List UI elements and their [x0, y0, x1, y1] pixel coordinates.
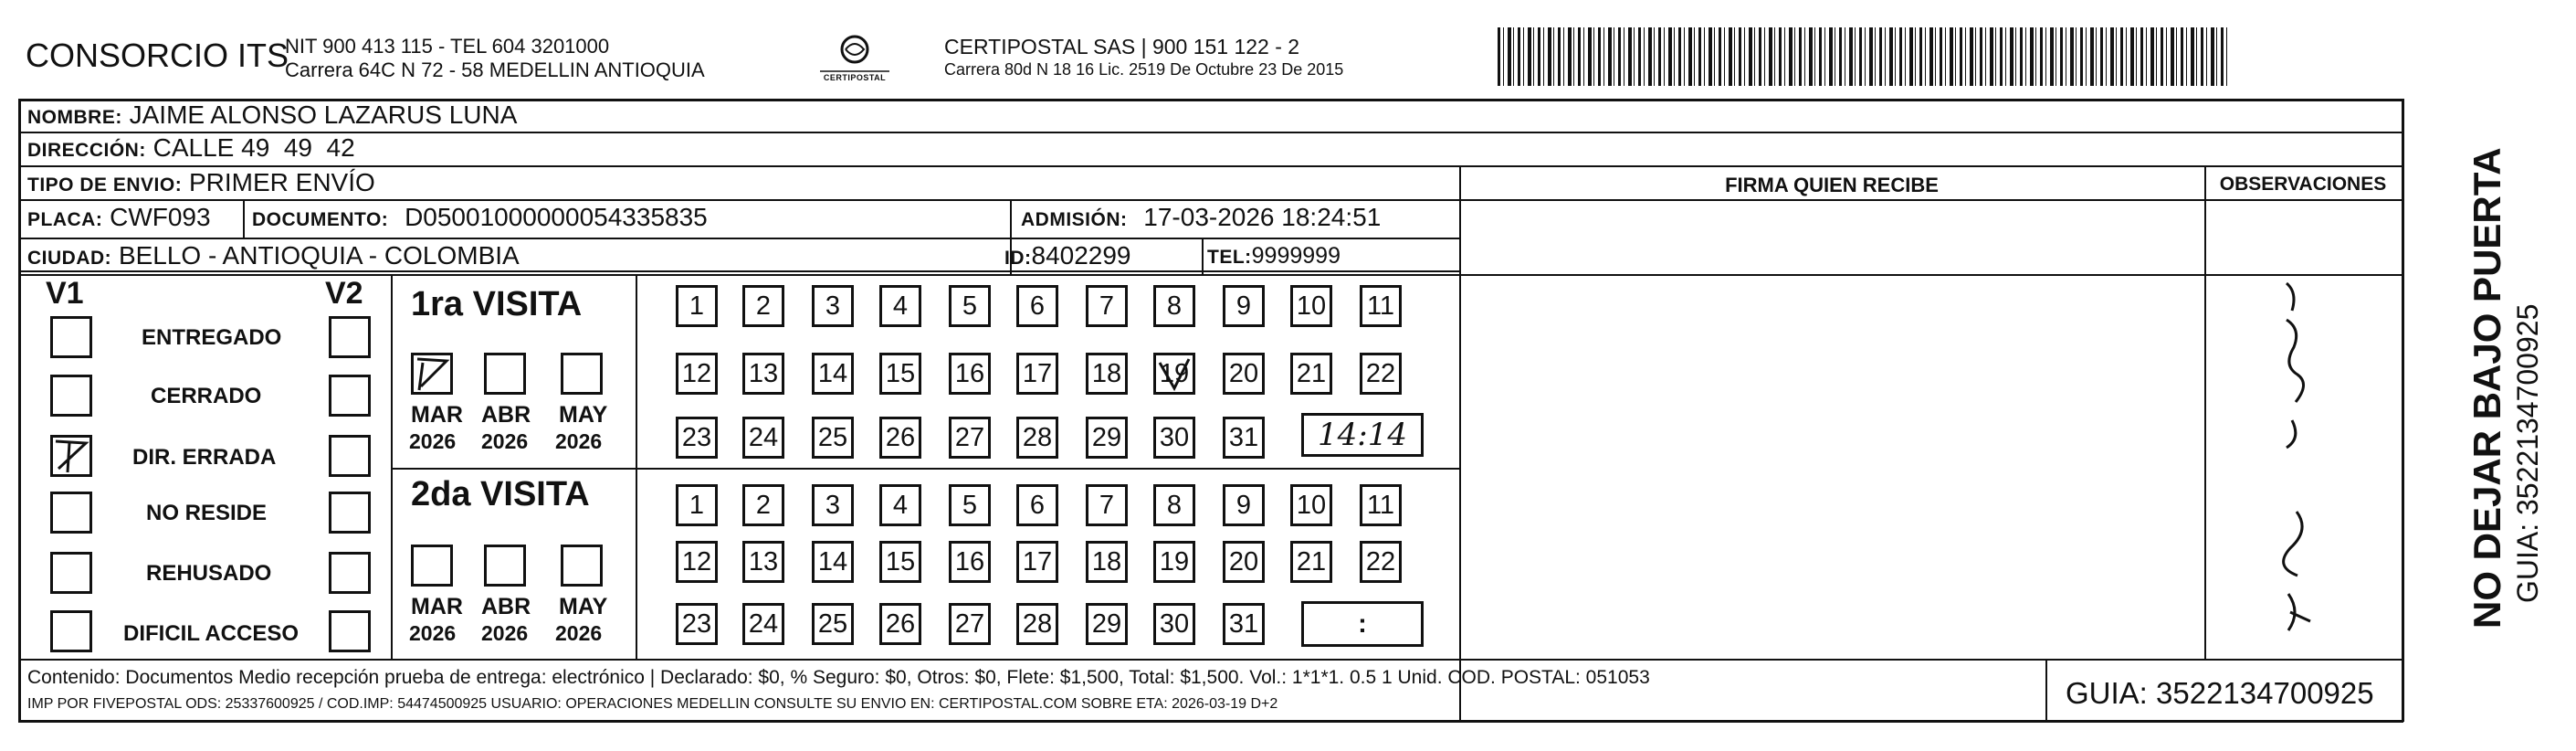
first-day-26[interactable]: 26: [879, 417, 921, 459]
first-day-19[interactable]: [1153, 353, 1195, 395]
status-no-reside: NO RESIDE: [146, 501, 268, 525]
check-mark-icon: [414, 355, 450, 392]
first-day-23[interactable]: 23: [676, 417, 718, 459]
v2-entregado-checkbox[interactable]: [329, 316, 371, 358]
second-day-20[interactable]: 20: [1223, 541, 1265, 583]
nombre-field: [27, 100, 517, 130]
second-visit-month-abr: ABR: [481, 594, 531, 619]
second-visit-year-abr: 2026: [481, 621, 529, 645]
first-visit-time[interactable]: 14:14: [1301, 413, 1424, 457]
v1-dificil-acceso-checkbox[interactable]: [50, 610, 92, 652]
first-day-16[interactable]: 16: [949, 353, 991, 395]
check-mark-icon: [53, 438, 89, 474]
documento-value: D05001000000054335835: [405, 203, 708, 231]
id-field: [1004, 241, 1131, 270]
nombre-label: NOMBRE:: [27, 107, 122, 128]
company-name: CONSORCIO ITS: [26, 37, 289, 74]
first-day-11[interactable]: 11: [1360, 285, 1402, 327]
certipostal-line-2: Carrera 80d N 18 16 Lic. 2519 De Octubre 23 De 2015: [944, 60, 1344, 79]
second-day-4[interactable]: 4: [879, 484, 921, 526]
first-day-24[interactable]: 24: [742, 417, 784, 459]
v1-rehusado-checkbox[interactable]: [50, 552, 92, 594]
first-day-1[interactable]: 1: [676, 285, 718, 327]
second-day-22[interactable]: 22: [1360, 541, 1402, 583]
status-entregado: ENTREGADO: [142, 325, 282, 350]
second-day-7[interactable]: 7: [1086, 484, 1128, 526]
tipo-value: PRIMER ENVÍO: [188, 168, 375, 196]
side-guia: GUIA: 3522134700925: [2511, 303, 2544, 603]
documento-label: DOCUMENTO:: [252, 209, 389, 230]
second-day-24[interactable]: 24: [742, 603, 784, 645]
side-instruction: NO DEJAR BAJO PUERTA: [2466, 147, 2508, 629]
first-day-10[interactable]: 10: [1290, 285, 1332, 327]
second-visit-time[interactable]: :: [1301, 601, 1424, 647]
status-dificil-acceso: DIFICIL ACCESO: [123, 621, 300, 646]
firma-label: FIRMA QUIEN RECIBE: [1725, 174, 1939, 196]
second-day-19[interactable]: 19: [1153, 541, 1195, 583]
first-day-27[interactable]: 27: [949, 417, 991, 459]
first-day-15[interactable]: 15: [879, 353, 921, 395]
first-day-13[interactable]: 13: [742, 353, 784, 395]
footer-guia: GUIA: 3522134700925: [2066, 676, 2374, 710]
second-visit-month-mar: MAR: [411, 594, 463, 619]
id-value: 8402299: [1031, 241, 1131, 270]
first-day-8[interactable]: 8: [1153, 285, 1195, 327]
v2-dificil-acceso-checkbox[interactable]: [329, 610, 371, 652]
second-day-2[interactable]: 2: [742, 484, 784, 526]
id-label: ID:: [1004, 248, 1032, 269]
tel-field: [1207, 243, 1341, 270]
first-visit-title: 1ra VISITA: [411, 285, 583, 323]
first-day-31[interactable]: 31: [1223, 417, 1265, 459]
direccion-field: [27, 133, 355, 163]
status-cerrado: CERRADO: [151, 384, 262, 408]
nombre-value: JAIME ALONSO LAZARUS LUNA: [129, 100, 518, 129]
tipo-field: [27, 168, 375, 197]
v1-label: V1: [46, 276, 84, 311]
handwritten-observation: [2210, 238, 2392, 658]
ciudad-field: [27, 241, 520, 270]
first-day-22[interactable]: 22: [1360, 353, 1402, 395]
second-visit-abr-checkbox[interactable]: [484, 545, 526, 587]
status-rehusado: REHUSADO: [146, 561, 272, 586]
certipostal-logo: [811, 31, 899, 88]
address-line: Carrera 64C N 72 - 58 MEDELLIN ANTIOQUIA: [285, 58, 705, 81]
second-visit-year-may: 2026: [555, 621, 603, 645]
first-day-3[interactable]: 3: [812, 285, 854, 327]
v2-label: V2: [325, 276, 363, 311]
first-visit-may-checkbox[interactable]: [561, 353, 603, 395]
v2-cerrado-checkbox[interactable]: [329, 375, 371, 417]
first-visit-abr-checkbox[interactable]: [484, 353, 526, 395]
first-day-28[interactable]: 28: [1016, 417, 1058, 459]
observaciones-label: OBSERVACIONES: [2219, 174, 2387, 195]
logo-text: CERTIPOSTAL: [823, 73, 887, 82]
first-day-2[interactable]: 2: [742, 285, 784, 327]
second-day-13[interactable]: 13: [742, 541, 784, 583]
first-day-21[interactable]: 21: [1290, 353, 1332, 395]
first-visit-month-mar: MAR: [411, 402, 463, 428]
second-day-27[interactable]: 27: [949, 603, 991, 645]
first-day-19-label: 19: [1159, 358, 1190, 388]
imp-line: IMP POR FIVEPOSTAL ODS: 25337600925 / COD.IMP: 54474500925 USUARIO: OPERACIONES MEDELLIN CONSULTE SU ENVIO EN: CERTIPOSTAL.COM SOBRE ETA: 2026-03-19 D+2: [27, 696, 1278, 712]
placa-label: PLACA:: [27, 209, 103, 230]
second-day-28[interactable]: 28: [1016, 603, 1058, 645]
ciudad-label: CIUDAD:: [27, 248, 112, 269]
second-visit-may-checkbox[interactable]: [561, 545, 603, 587]
first-day-9[interactable]: 9: [1223, 285, 1265, 327]
second-visit-title: 2da VISITA: [411, 475, 590, 513]
first-day-25[interactable]: 25: [812, 417, 854, 459]
second-day-29[interactable]: 29: [1086, 603, 1128, 645]
direccion-value: CALLE 49 49 42: [152, 133, 355, 162]
first-day-12[interactable]: 12: [676, 353, 718, 395]
second-day-31[interactable]: 31: [1223, 603, 1265, 645]
second-visit-year-mar: 2026: [409, 621, 457, 645]
second-day-18[interactable]: 18: [1086, 541, 1128, 583]
second-day-5[interactable]: 5: [949, 484, 991, 526]
first-visit-month-may: MAY: [559, 402, 608, 428]
second-day-8[interactable]: 8: [1153, 484, 1195, 526]
placa-value: CWF093: [110, 203, 211, 231]
first-day-7[interactable]: 7: [1086, 285, 1128, 327]
v1-no-reside-checkbox[interactable]: [50, 492, 92, 534]
admision-label: ADMISIÓN:: [1021, 209, 1128, 230]
second-day-21[interactable]: 21: [1290, 541, 1332, 583]
v1-cerrado-checkbox[interactable]: [50, 375, 92, 417]
first-day-20[interactable]: 20: [1223, 353, 1265, 395]
first-day-17[interactable]: 17: [1016, 353, 1058, 395]
second-day-23[interactable]: 23: [676, 603, 718, 645]
first-day-6[interactable]: 6: [1016, 285, 1058, 327]
second-day-11[interactable]: 11: [1360, 484, 1402, 526]
second-day-9[interactable]: 9: [1223, 484, 1265, 526]
first-day-29[interactable]: 29: [1086, 417, 1128, 459]
v1-dir-errada-checkbox[interactable]: [50, 435, 92, 477]
v2-dir-errada-checkbox[interactable]: [329, 435, 371, 477]
first-day-30[interactable]: 30: [1153, 417, 1195, 459]
second-day-16[interactable]: 16: [949, 541, 991, 583]
ciudad-value: BELLO - ANTIOQUIA - COLOMBIA: [118, 241, 520, 270]
second-day-17[interactable]: 17: [1016, 541, 1058, 583]
admision-field: [1021, 203, 1381, 232]
second-day-12[interactable]: 12: [676, 541, 718, 583]
second-day-1[interactable]: 1: [676, 484, 718, 526]
v2-rehusado-checkbox[interactable]: [329, 552, 371, 594]
tel-value: 9999999: [1251, 243, 1341, 269]
v2-no-reside-checkbox[interactable]: [329, 492, 371, 534]
nit-line: NIT 900 413 115 - TEL 604 3201000: [285, 35, 610, 58]
tel-label: TEL:: [1207, 247, 1252, 268]
second-day-3[interactable]: 3: [812, 484, 854, 526]
second-day-6[interactable]: 6: [1016, 484, 1058, 526]
first-day-14[interactable]: 14: [812, 353, 854, 395]
first-day-4[interactable]: 4: [879, 285, 921, 327]
status-dir-errada: DIR. ERRADA: [132, 445, 277, 470]
first-visit-mar-checkbox[interactable]: [411, 353, 453, 395]
second-day-25[interactable]: 25: [812, 603, 854, 645]
first-visit-year-mar: 2026: [409, 429, 457, 453]
first-day-5[interactable]: 5: [949, 285, 991, 327]
second-visit-month-may: MAY: [559, 594, 608, 619]
first-visit-month-abr: ABR: [481, 402, 531, 428]
first-visit-year-abr: 2026: [481, 429, 529, 453]
admision-value: 17-03-2026 18:24:51: [1143, 203, 1382, 231]
first-day-18[interactable]: 18: [1086, 353, 1128, 395]
second-day-30[interactable]: 30: [1153, 603, 1195, 645]
first-visit-year-may: 2026: [555, 429, 603, 453]
second-day-14[interactable]: 14: [812, 541, 854, 583]
v1-entregado-checkbox[interactable]: [50, 316, 92, 358]
check-mark-icon: [1156, 355, 1193, 392]
barcode: [1498, 27, 2228, 86]
second-day-26[interactable]: 26: [879, 603, 921, 645]
second-day-15[interactable]: 15: [879, 541, 921, 583]
direccion-label: DIRECCIÓN:: [27, 140, 146, 161]
contenido-line: Contenido: Documentos Medio recepción prueba de entrega: electrónico | Declarado: $0, % Seguro: $0, Otros: $0, Flete: $1,500, Total: $1,500. Vol.: 1*1*1. 0.5 1 Unid. COD. POSTAL: 051053: [27, 667, 1650, 688]
second-day-10[interactable]: 10: [1290, 484, 1332, 526]
tipo-label: TIPO DE ENVIO:: [27, 175, 183, 196]
certipostal-line-1: CERTIPOSTAL SAS | 900 151 122 - 2: [944, 35, 1300, 58]
second-visit-mar-checkbox[interactable]: [411, 545, 453, 587]
placa-field: [27, 203, 211, 232]
documento-field: [252, 203, 708, 232]
